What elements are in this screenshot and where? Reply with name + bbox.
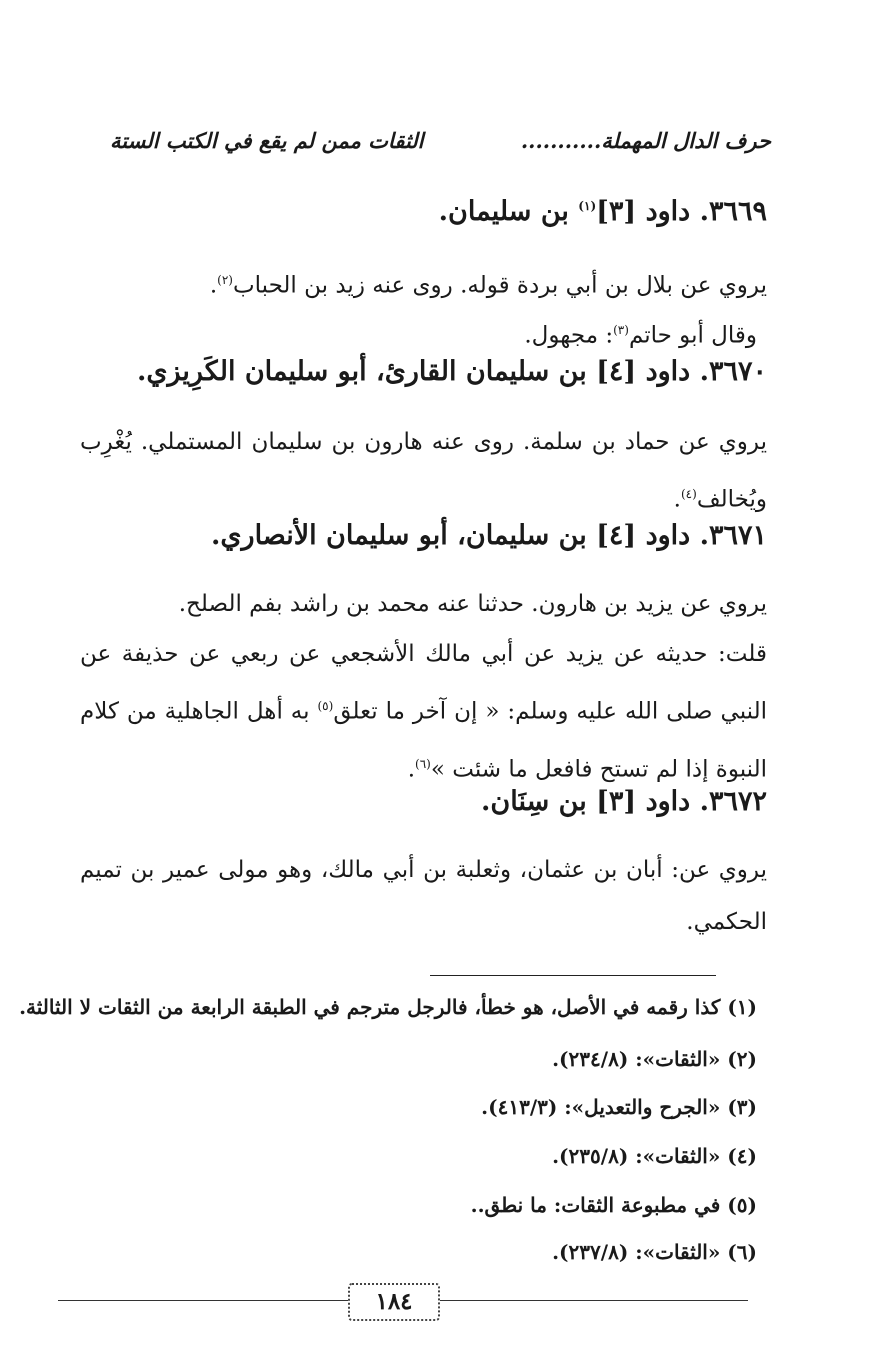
footnote-ref: (٥) — [317, 699, 334, 713]
footnote-separator — [430, 975, 716, 976]
footnote-ref: (٤) — [680, 487, 697, 501]
entry-title-3670: ٣٦٧٠. داود [٤] بن سليمان القارئ، أبو سليمان الكَرِيزي. — [136, 356, 767, 387]
entry-3669-abu-hatim: وقال أبو حاتم$^{(٣)}$: مجهول. — [524, 322, 757, 349]
running-header — [110, 128, 771, 153]
entry-3671-note: قلت: حديثه عن يزيد عن أبي مالك الأشجعي عن ربعي عن حذيفة عن النبي صلى الله عليه وسلم: « إن آخر ما تعلق$^{(٥)}$ به أهل الجاهلية من كلام النبوة إذا لم تستح فافعل ما شئت »$^{(٦)}$. — [80, 641, 767, 783]
footnote-5: (٥) في مطبوعة الثقات: ما نطق.. — [470, 1193, 757, 1217]
footnote-2: (٢) «الثقات»: (٢٣٤/٨). — [552, 1047, 757, 1071]
footnote-4: (٤) «الثقات»: (٢٣٥/٨). — [552, 1144, 757, 1168]
entry-3669-text: يروي عن بلال بن أبي بردة قوله. روى عنه زيد بن الحباب$^{(٢)}$. — [209, 272, 767, 299]
entry-3670-text: يروي عن حماد بن سلمة. روى عنه هارون بن سليمان المستملي. يُغْرِب ويُخالف$^{(٤)}$. — [80, 429, 767, 513]
footnote-ref: (٣) — [613, 323, 629, 337]
header-chapter: حرف الدال المهملة........... — [520, 128, 771, 153]
footnote-ref: (١) — [578, 199, 597, 213]
header-book-title: الثقات ممن لم يقع في الكتب الستة — [110, 128, 424, 153]
entry-title-3669: ٣٦٦٩. داود [٣]$^{(١)}$ بن سليمان. — [438, 196, 767, 227]
footnote-ref: (٦) — [415, 756, 431, 771]
entry-title-3672: ٣٦٧٢. داود [٣] بن سِنَان. — [481, 786, 767, 817]
entry-3671-text: يروي عن يزيد بن هارون. حدثنا عنه محمد بن راشد بفم الصلح. — [178, 591, 767, 617]
entry-3672-text: يروي عن: أبان بن عثمان، وثعلبة بن أبي مالك، وهو مولى عمير بن تميم الحكمي. — [80, 857, 767, 935]
footnote-3: (٣) «الجرح والتعديل»: (٤١٣/٣). — [481, 1095, 757, 1119]
footnote-ref: (٢) — [217, 273, 233, 287]
footnote-1: (١) كذا رقمه في الأصل، هو خطأ، فالرجل مترجم في الطبقة الرابعة من الثقات لا الثالثة. — [19, 995, 757, 1019]
footnote-6: (٦) «الثقات»: (٢٣٧/٨). — [552, 1240, 757, 1264]
entry-title-3671: ٣٦٧١. داود [٤] بن سليمان، أبو سليمان الأنصاري. — [211, 520, 767, 551]
page-number: ١٨٤ — [348, 1283, 440, 1321]
